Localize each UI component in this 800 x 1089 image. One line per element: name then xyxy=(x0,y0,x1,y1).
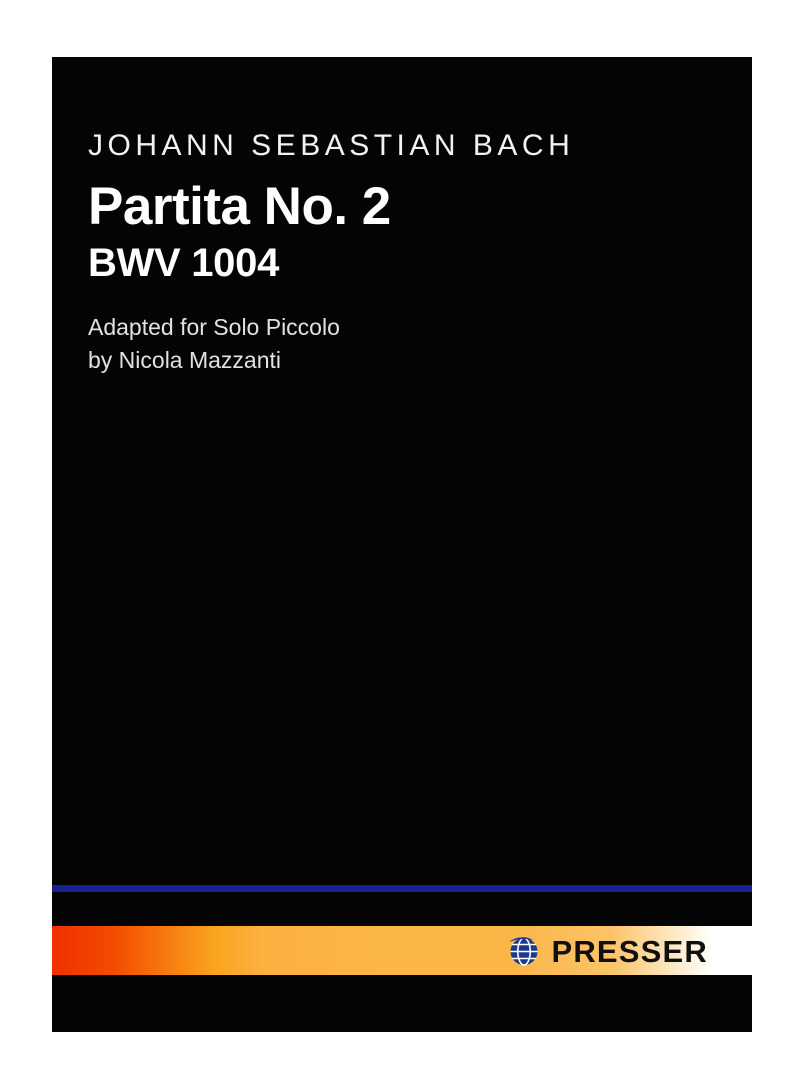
subtitle-line-2: by Nicola Mazzanti xyxy=(88,346,282,373)
publisher-name: PRESSER xyxy=(551,933,708,969)
subtitle-line-1: Adapted for Solo Piccolo xyxy=(88,314,340,341)
work-title: Partita No. 2 xyxy=(88,177,391,236)
publisher-logo xyxy=(507,928,708,974)
composer-name: JOHANN SEBASTIAN BACH xyxy=(88,129,575,162)
globe-icon xyxy=(507,934,541,968)
book-cover xyxy=(52,57,752,1032)
title-block xyxy=(88,129,708,377)
catalog-number: BWV 1004 xyxy=(88,241,280,286)
subtitle-block xyxy=(88,311,708,376)
blue-divider-rule xyxy=(52,885,752,892)
